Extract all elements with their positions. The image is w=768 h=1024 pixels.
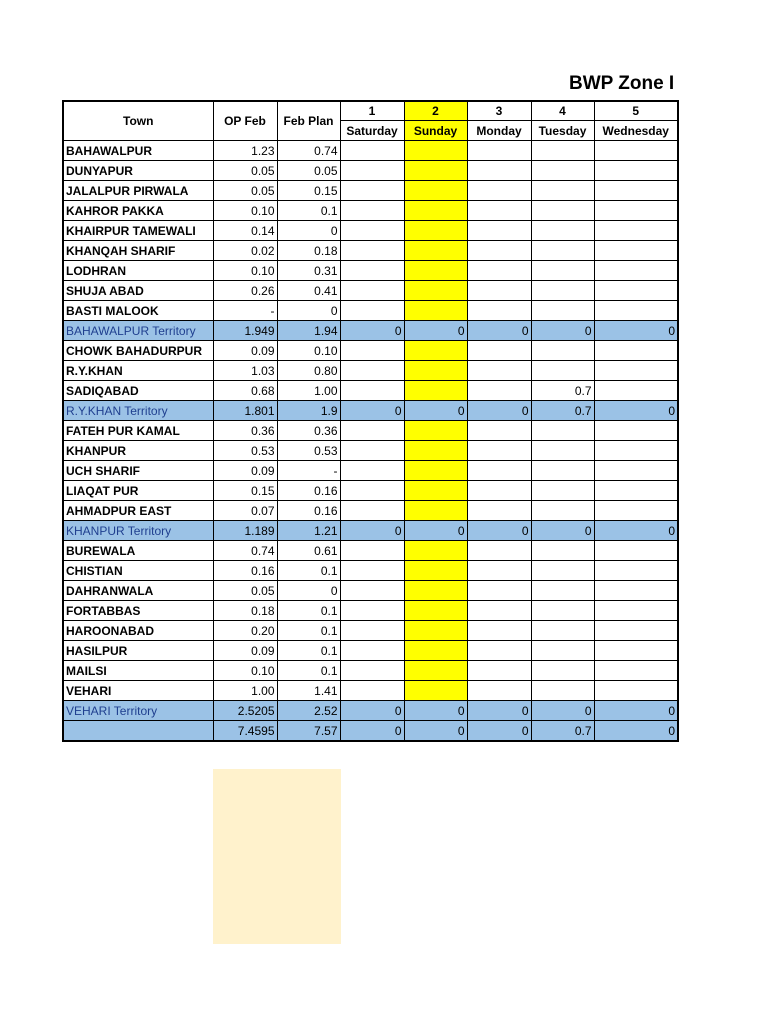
op-feb-cell[interactable]: 0.10 [213,261,277,281]
town-cell[interactable]: KHANPUR Territory [63,521,213,541]
day-cell[interactable] [404,181,467,201]
day-cell[interactable] [531,281,594,301]
total-row [63,721,678,742]
op-feb-cell[interactable]: 1.23 [213,141,277,161]
day-cell[interactable] [404,561,467,581]
day-cell[interactable] [594,621,678,641]
day-cell[interactable]: 0 [531,701,594,721]
day-cell[interactable] [531,481,594,501]
day-cell[interactable] [340,361,404,381]
day-cell[interactable] [340,281,404,301]
day-cell[interactable] [594,541,678,561]
day-cell[interactable] [340,241,404,261]
feb-plan-cell[interactable]: 0 [277,221,340,241]
op-feb-cell[interactable]: 2.5205 [213,701,277,721]
feb-plan-cell[interactable]: 0.41 [277,281,340,301]
day-cell[interactable] [531,341,594,361]
day-cell[interactable]: 0 [467,401,531,421]
day-cell[interactable] [531,261,594,281]
header-day-number[interactable]: 3 [467,101,531,121]
day-cell[interactable]: 0 [404,401,467,421]
table-row [63,161,678,181]
day-cell[interactable] [404,641,467,661]
day-cell[interactable] [340,301,404,321]
day-cell[interactable] [340,221,404,241]
op-feb-cell[interactable]: 0.16 [213,561,277,581]
day-cell[interactable] [467,661,531,681]
day-cell[interactable] [594,281,678,301]
day-cell[interactable]: 0 [404,701,467,721]
day-cell[interactable] [340,581,404,601]
day-cell[interactable] [404,661,467,681]
day-cell[interactable] [467,141,531,161]
header-day-name[interactable]: Monday [467,121,531,141]
op-feb-cell[interactable]: 0.74 [213,541,277,561]
town-cell[interactable]: UCH SHARIF [63,461,213,481]
table-row [63,561,678,581]
feb-plan-cell[interactable]: 0 [277,301,340,321]
feb-plan-cell[interactable]: 0.61 [277,541,340,561]
header-town[interactable]: Town [63,101,213,141]
day-cell[interactable]: 0.7 [531,401,594,421]
day-cell[interactable] [531,421,594,441]
feb-plan-cell[interactable]: 0.36 [277,421,340,441]
town-cell[interactable] [63,721,213,742]
day-cell[interactable] [340,461,404,481]
day-cell[interactable] [531,561,594,581]
day-cell[interactable] [594,201,678,221]
day-cell[interactable] [404,621,467,641]
day-cell[interactable] [467,201,531,221]
header-feb-plan[interactable]: Feb Plan [277,101,340,141]
feb-plan-cell[interactable]: 0.1 [277,201,340,221]
day-cell[interactable] [467,621,531,641]
town-cell[interactable]: JALALPUR PIRWALA [63,181,213,201]
day-cell[interactable]: 0 [404,521,467,541]
day-cell[interactable] [531,541,594,561]
day-cell[interactable] [404,461,467,481]
town-cell[interactable]: SADIQABAD [63,381,213,401]
day-cell[interactable] [467,641,531,661]
header-day-number[interactable]: 5 [594,101,678,121]
day-cell[interactable] [340,421,404,441]
feb-plan-cell[interactable]: 0.31 [277,261,340,281]
day-cell[interactable] [594,141,678,161]
op-feb-cell[interactable]: 1.949 [213,321,277,341]
op-feb-cell[interactable]: 0.14 [213,221,277,241]
town-cell[interactable]: R.Y.KHAN Territory [63,401,213,421]
feb-plan-cell[interactable]: 0.1 [277,561,340,581]
day-cell[interactable] [594,341,678,361]
day-cell[interactable] [404,681,467,701]
territory-row [63,321,678,341]
day-cell[interactable]: 0 [340,521,404,541]
day-cell[interactable] [531,601,594,621]
town-cell[interactable]: KHANQAH SHARIF [63,241,213,261]
table-row [63,421,678,441]
op-feb-cell[interactable]: 1.801 [213,401,277,421]
town-cell[interactable]: AHMADPUR EAST [63,501,213,521]
table-body [63,141,678,742]
day-cell[interactable] [594,641,678,661]
day-cell[interactable]: 0 [531,521,594,541]
day-cell[interactable] [340,641,404,661]
day-cell[interactable] [467,361,531,381]
day-cell[interactable] [594,161,678,181]
table-row [63,601,678,621]
day-cell[interactable] [404,261,467,281]
day-cell[interactable] [467,581,531,601]
feb-plan-cell[interactable]: 0.53 [277,441,340,461]
sheet-title: BWP Zone I [569,73,675,94]
town-cell[interactable]: KHAIRPUR TAMEWALI [63,221,213,241]
day-cell[interactable] [467,241,531,261]
feb-plan-cell[interactable]: 1.00 [277,381,340,401]
town-cell[interactable]: VEHARI Territory [63,701,213,721]
op-feb-cell[interactable]: 0.20 [213,621,277,641]
town-cell[interactable]: BASTI MALOOK [63,301,213,321]
day-cell[interactable] [594,461,678,481]
town-cell[interactable]: CHOWK BAHADURPUR [63,341,213,361]
day-cell[interactable] [467,281,531,301]
town-cell[interactable]: SHUJA ABAD [63,281,213,301]
day-cell[interactable] [594,481,678,501]
day-cell[interactable]: 0 [467,701,531,721]
feb-plan-cell[interactable]: 0.80 [277,361,340,381]
table-row [63,141,678,161]
day-cell[interactable] [531,441,594,461]
town-cell[interactable]: BUREWALA [63,541,213,561]
day-cell[interactable] [531,681,594,701]
table-row [63,181,678,201]
day-cell[interactable] [340,141,404,161]
day-cell[interactable] [340,621,404,641]
header-day-number[interactable]: 2 [404,101,467,121]
op-feb-cell[interactable]: 0.10 [213,201,277,221]
op-feb-cell[interactable]: 1.03 [213,361,277,381]
day-cell[interactable] [404,281,467,301]
header-day-name[interactable]: Saturday [340,121,404,141]
feb-plan-cell[interactable]: 2.52 [277,701,340,721]
day-cell[interactable] [467,181,531,201]
table-row [63,261,678,281]
table-row [63,281,678,301]
op-feb-cell[interactable]: 0.09 [213,461,277,481]
town-cell[interactable]: KAHROR PAKKA [63,201,213,221]
territory-row [63,521,678,541]
day-cell[interactable] [594,221,678,241]
header-day-name[interactable]: Sunday [404,121,467,141]
day-cell[interactable] [594,381,678,401]
day-cell[interactable] [467,261,531,281]
day-cell[interactable] [467,541,531,561]
day-cell[interactable] [340,181,404,201]
day-cell[interactable]: 0 [340,701,404,721]
header-day-name[interactable]: Wednesday [594,121,678,141]
day-cell[interactable] [340,501,404,521]
day-cell[interactable] [340,341,404,361]
day-cell[interactable]: 0 [340,321,404,341]
op-feb-cell[interactable]: 0.10 [213,661,277,681]
day-cell[interactable]: 0 [340,401,404,421]
table-row [63,301,678,321]
town-cell[interactable]: BAHAWALPUR [63,141,213,161]
data-table [62,100,679,742]
day-cell[interactable] [404,361,467,381]
op-feb-cell[interactable]: 0.18 [213,601,277,621]
town-cell[interactable]: DUNYAPUR [63,161,213,181]
table-row [63,641,678,661]
table-row [63,501,678,521]
op-feb-cell[interactable]: 1.00 [213,681,277,701]
feb-plan-cell[interactable]: 1.9 [277,401,340,421]
table-row [63,581,678,601]
day-cell[interactable] [340,261,404,281]
day-cell[interactable] [467,381,531,401]
header-day-number[interactable]: 4 [531,101,594,121]
day-cell[interactable] [340,681,404,701]
table-row [63,381,678,401]
highlighted-cell-block[interactable] [213,769,341,944]
day-cell[interactable] [340,541,404,561]
day-cell[interactable] [531,201,594,221]
day-cell[interactable] [404,201,467,221]
table-row [63,461,678,481]
table-row [63,621,678,641]
day-cell[interactable] [594,601,678,621]
table-row [63,341,678,361]
day-cell[interactable] [467,161,531,181]
feb-plan-cell[interactable]: 1.94 [277,321,340,341]
op-feb-cell[interactable]: 0.26 [213,281,277,301]
day-cell[interactable] [404,581,467,601]
day-cell[interactable]: 0 [467,321,531,341]
day-cell[interactable] [404,241,467,261]
op-feb-cell[interactable]: 0.68 [213,381,277,401]
day-cell[interactable] [531,581,594,601]
op-feb-cell[interactable]: 0.07 [213,501,277,521]
header-day-number[interactable]: 1 [340,101,404,121]
town-cell[interactable]: HASILPUR [63,641,213,661]
day-cell[interactable] [531,161,594,181]
day-cell[interactable] [404,221,467,241]
town-cell[interactable]: BAHAWALPUR Territory [63,321,213,341]
table-row [63,201,678,221]
feb-plan-cell[interactable]: 0.05 [277,161,340,181]
day-cell[interactable] [594,361,678,381]
day-cell[interactable] [467,561,531,581]
feb-plan-cell[interactable]: 0.1 [277,601,340,621]
table-header [63,101,678,141]
day-cell[interactable] [340,381,404,401]
day-cell[interactable] [531,461,594,481]
day-cell[interactable] [467,681,531,701]
day-cell[interactable]: 0 [467,521,531,541]
territory-row [63,701,678,721]
day-cell[interactable] [531,621,594,641]
table-row [63,441,678,461]
op-feb-cell[interactable]: - [213,301,277,321]
day-cell[interactable] [467,441,531,461]
table-row [63,241,678,261]
day-cell[interactable] [404,481,467,501]
table-row [63,541,678,561]
town-cell[interactable]: FATEH PUR KAMAL [63,421,213,441]
table-row [63,661,678,681]
town-cell[interactable]: KHANPUR [63,441,213,461]
op-feb-cell[interactable]: 0.02 [213,241,277,261]
op-feb-cell[interactable]: 0.36 [213,421,277,441]
day-cell[interactable] [404,441,467,461]
day-cell[interactable] [467,341,531,361]
day-cell[interactable] [467,421,531,441]
day-cell[interactable] [404,141,467,161]
territory-row [63,401,678,421]
feb-plan-cell[interactable]: 0 [277,581,340,601]
town-cell[interactable]: MAILSI [63,661,213,681]
day-cell[interactable] [467,481,531,501]
day-cell[interactable] [467,501,531,521]
day-cell[interactable] [594,181,678,201]
op-feb-cell[interactable]: 0.05 [213,161,277,181]
day-cell[interactable] [404,421,467,441]
town-cell[interactable]: FORTABBAS [63,601,213,621]
day-cell[interactable]: 0 [594,401,678,421]
feb-plan-cell[interactable]: 0.1 [277,641,340,661]
day-cell[interactable] [594,561,678,581]
day-cell[interactable] [467,221,531,241]
day-cell[interactable] [594,301,678,321]
day-cell[interactable] [404,601,467,621]
town-cell[interactable]: HAROONABAD [63,621,213,641]
day-cell[interactable] [340,481,404,501]
town-cell[interactable]: LODHRAN [63,261,213,281]
feb-plan-cell[interactable]: 1.21 [277,521,340,541]
feb-plan-cell[interactable]: 0.1 [277,661,340,681]
day-cell[interactable] [404,161,467,181]
town-cell[interactable]: DAHRANWALA [63,581,213,601]
table-row [63,681,678,701]
day-cell[interactable]: 0 [404,321,467,341]
day-cell[interactable]: 0 [594,721,678,742]
day-cell[interactable] [594,501,678,521]
feb-plan-cell[interactable]: 0.74 [277,141,340,161]
day-cell[interactable] [594,661,678,681]
feb-plan-cell[interactable]: 0.16 [277,481,340,501]
header-day-name[interactable]: Tuesday [531,121,594,141]
day-cell[interactable] [340,601,404,621]
day-cell[interactable] [467,461,531,481]
feb-plan-cell[interactable]: - [277,461,340,481]
day-cell[interactable]: 0 [467,721,531,742]
day-cell[interactable] [594,441,678,461]
day-cell[interactable] [594,581,678,601]
day-cell[interactable] [531,301,594,321]
table-row [63,481,678,501]
day-cell[interactable] [404,301,467,321]
header-op-feb[interactable]: OP Feb [213,101,277,141]
day-cell[interactable]: 0 [340,721,404,742]
op-feb-cell[interactable]: 0.53 [213,441,277,461]
day-cell[interactable]: 0 [594,521,678,541]
day-cell[interactable]: 0 [594,701,678,721]
feb-plan-cell[interactable]: 0.15 [277,181,340,201]
day-cell[interactable] [531,501,594,521]
op-feb-cell[interactable]: 0.09 [213,641,277,661]
feb-plan-cell[interactable]: 1.41 [277,681,340,701]
day-cell[interactable] [404,541,467,561]
day-cell[interactable] [404,341,467,361]
table-row [63,361,678,381]
day-cell[interactable]: 0 [594,321,678,341]
day-cell[interactable] [467,601,531,621]
day-cell[interactable] [531,641,594,661]
day-cell[interactable] [531,181,594,201]
day-cell[interactable] [340,201,404,221]
day-cell[interactable] [531,661,594,681]
day-cell[interactable] [404,381,467,401]
table-row [63,221,678,241]
feb-plan-cell[interactable]: 0.16 [277,501,340,521]
feb-plan-cell[interactable]: 7.57 [277,721,340,742]
feb-plan-cell[interactable]: 0.1 [277,621,340,641]
op-feb-cell[interactable]: 0.09 [213,341,277,361]
day-cell[interactable] [340,441,404,461]
day-cell[interactable]: 0.7 [531,381,594,401]
town-cell[interactable]: R.Y.KHAN [63,361,213,381]
day-cell[interactable]: 0 [404,721,467,742]
day-cell[interactable] [594,421,678,441]
op-feb-cell[interactable]: 7.4595 [213,721,277,742]
day-cell[interactable] [531,141,594,161]
op-feb-cell[interactable]: 0.05 [213,181,277,201]
op-feb-cell[interactable]: 0.05 [213,581,277,601]
day-cell[interactable] [467,301,531,321]
town-cell[interactable]: VEHARI [63,681,213,701]
op-feb-cell[interactable]: 0.15 [213,481,277,501]
op-feb-cell[interactable]: 1.189 [213,521,277,541]
day-cell[interactable] [594,261,678,281]
day-cell[interactable] [531,241,594,261]
day-cell[interactable] [594,681,678,701]
day-cell[interactable] [340,661,404,681]
day-cell[interactable] [340,161,404,181]
day-cell[interactable]: 0 [531,321,594,341]
town-cell[interactable]: LIAQAT PUR [63,481,213,501]
town-cell[interactable]: CHISTIAN [63,561,213,581]
day-cell[interactable] [531,361,594,381]
feb-plan-cell[interactable]: 0.18 [277,241,340,261]
day-cell[interactable]: 0.7 [531,721,594,742]
day-cell[interactable] [340,561,404,581]
day-cell[interactable] [531,221,594,241]
day-cell[interactable] [594,241,678,261]
feb-plan-cell[interactable]: 0.10 [277,341,340,361]
day-cell[interactable] [404,501,467,521]
